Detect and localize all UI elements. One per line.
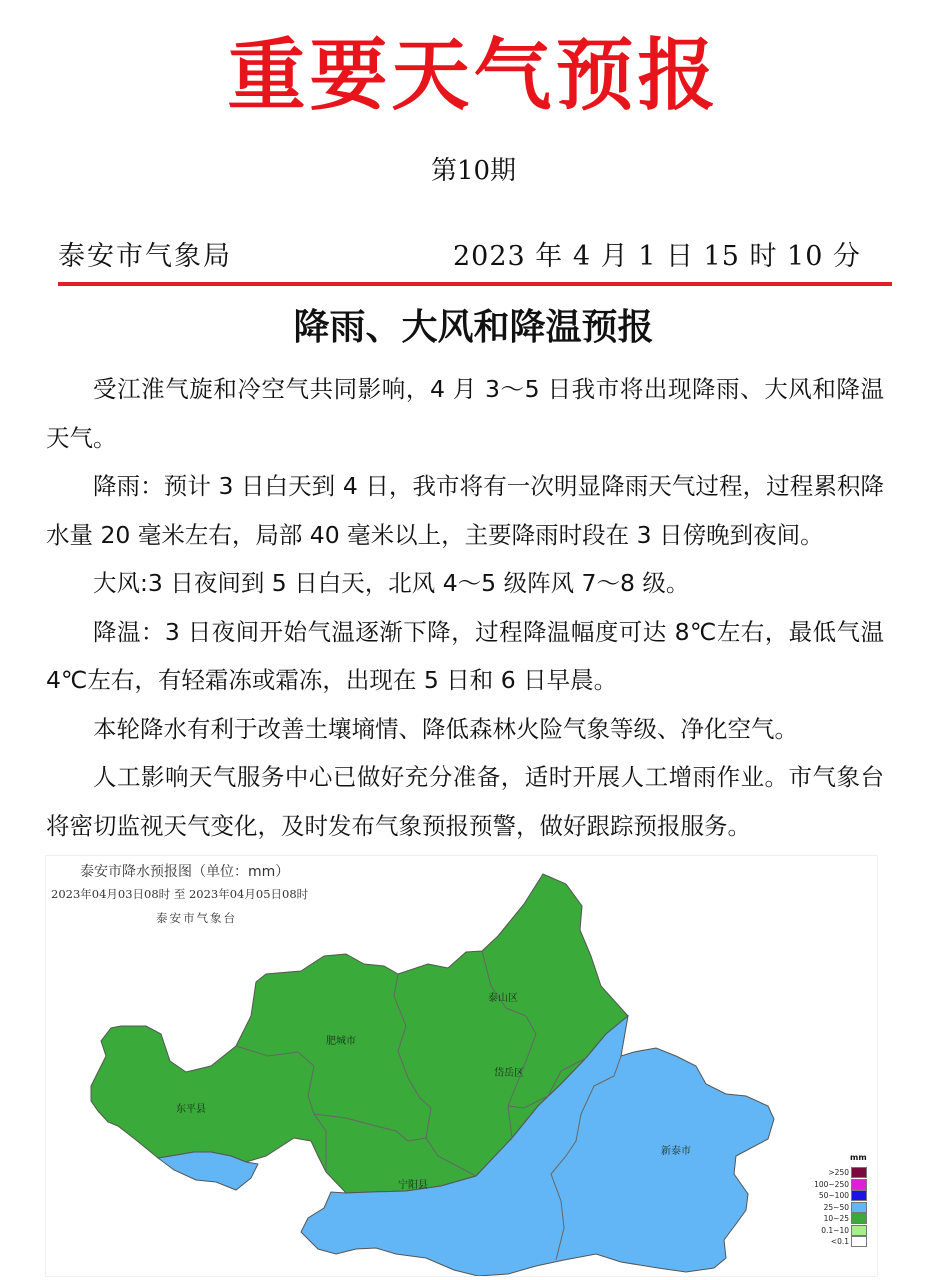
map-title: 泰安市降水预报图（单位：mm） (80, 864, 290, 880)
legend-item (816, 1167, 876, 1179)
county-label-feicheng: 肥城市 (326, 1036, 356, 1047)
legend-label: 0.1~10 (821, 1225, 849, 1235)
legend-item (816, 1236, 876, 1248)
legend-label: 25~50 (823, 1202, 849, 1212)
issuer: 泰安市气象局 (58, 241, 232, 272)
legend-item (816, 1190, 876, 1202)
issue-number: 第10期 (430, 156, 517, 186)
legend-item (816, 1225, 876, 1237)
legend-item (816, 1202, 876, 1214)
article-body (46, 365, 884, 850)
legend-label: 100~250 (814, 1179, 849, 1189)
legend-item (816, 1213, 876, 1225)
county-label-dongping: 东平县 (176, 1104, 206, 1115)
header-divider (58, 282, 892, 286)
legend-label: 50~100 (818, 1191, 849, 1200)
para-service: 人工影响天气服务中心已做好充分准备，适时开展人工增雨作业。市气象台将密切监视天气变化，及时发布气象预报预警，做好跟踪预报服务。 (46, 763, 884, 840)
legend-label: 10~25 (823, 1214, 849, 1223)
para-intro: 受江淮气旋和冷空气共同影响，4 月 3～5 日我市将出现降雨、大风和降温天气。 (46, 375, 884, 452)
legend-swatch (851, 1179, 867, 1190)
para-rain: 降雨：预计 3 日白天到 4 日，我市将有一次明显降雨天气过程，过程累积降水量 20 毫米左右，局部 40 毫米以上，主要降雨时段在 3 日傍晚到夜间。 (46, 472, 884, 549)
legend-label: <0.1 (830, 1237, 849, 1246)
legend-label: >250 (828, 1168, 849, 1177)
article-title: 降雨、大风和降温预报 (293, 306, 654, 348)
map-legend (816, 1149, 876, 1248)
legend-swatch (851, 1225, 867, 1236)
legend-unit: mm (850, 1153, 867, 1162)
legend-swatch (851, 1236, 867, 1247)
para-wind: 大风:3 日夜间到 5 日白天，北风 4～5 级阵风 7～8 级。 (93, 569, 690, 597)
para-benefit: 本轮降水有利于改善土壤墒情、降低森林火险气象等级、净化空气。 (93, 714, 798, 743)
map-period: 2023年04月03日08时 至 2023年04月05日08时 (51, 887, 309, 901)
legend-swatch (851, 1190, 867, 1201)
county-label-daiyue: 岱岳区 (494, 1068, 524, 1079)
para-cooling: 降温：3 日夜间开始气温逐渐下降，过程降温幅度可达 8℃左右，最低气温 4℃左右，有轻霜冻或霜冻，出现在 5 日和 6 日早晨。 (46, 617, 884, 694)
county-label-ningyang: 宁阳县 (398, 1180, 428, 1191)
legend-swatch (851, 1202, 867, 1213)
issued-at: 2023 年 4 月 1 日 15 时 10 分 (452, 241, 861, 272)
legend-swatch (851, 1213, 867, 1224)
legend-swatch (851, 1167, 867, 1178)
masthead-title: 重要天气预报 (227, 30, 720, 121)
county-label-xintai: 新泰市 (661, 1146, 691, 1157)
map-issuer: 泰安市气象台 (156, 911, 237, 925)
county-label-taishan: 泰山区 (488, 993, 518, 1004)
precipitation-map (45, 855, 878, 1277)
legend-item (816, 1179, 876, 1191)
